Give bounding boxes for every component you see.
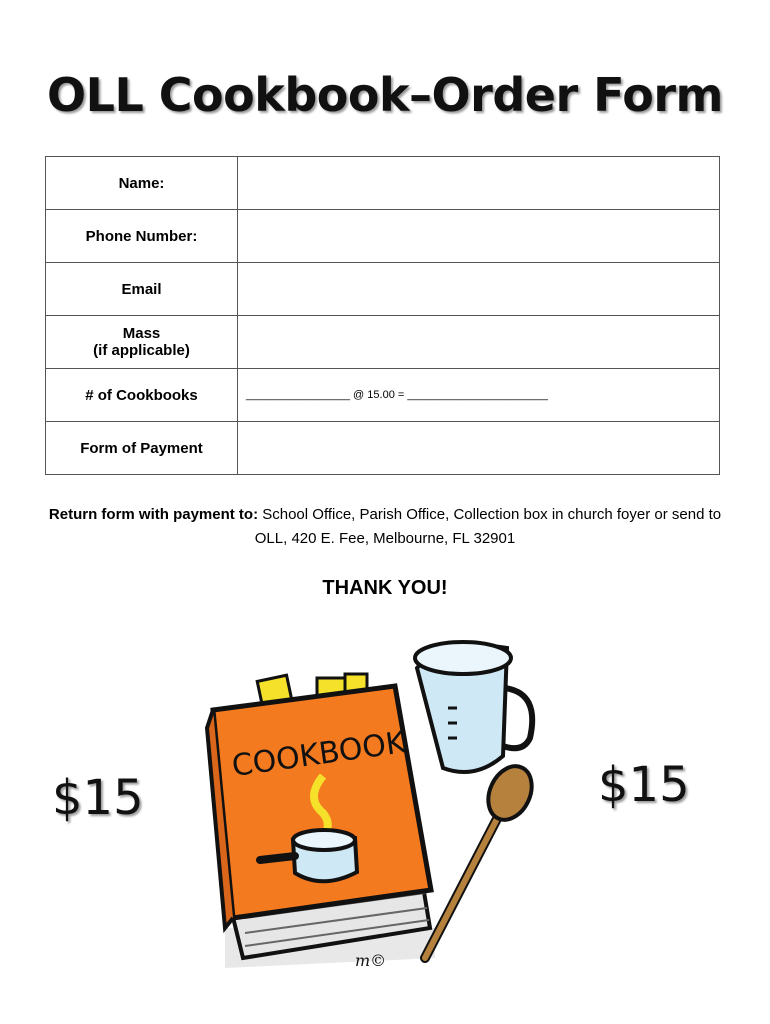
cookbook-illustration: [205, 628, 545, 973]
cookbooks-count-field[interactable]: _________________ @ 15.00 = _______________________: [238, 369, 720, 422]
table-row: [46, 157, 720, 210]
return-text: School Office, Parish Office, Collection box in church foyer or send to OLL, 420 E. Fee, Melbourne, FL 32901: [254, 506, 722, 547]
return-label: Return form with payment to:: [48, 506, 259, 523]
return-instructions: [40, 503, 730, 551]
wooden-spoon-icon: [425, 759, 540, 958]
mass-label-line1: Mass: [122, 325, 161, 342]
email-field[interactable]: [238, 263, 720, 316]
price-left: $15: [52, 770, 144, 826]
mass-label-line2: (if applicable): [93, 342, 190, 359]
name-label: Name:: [46, 157, 238, 210]
cookbooks-count-label: # of Cookbooks: [46, 369, 238, 422]
measuring-cup-icon: [415, 642, 532, 772]
order-form-table: [45, 156, 720, 475]
phone-field[interactable]: [238, 210, 720, 263]
payment-field[interactable]: [238, 422, 720, 475]
email-label: Email: [46, 263, 238, 316]
table-row: [46, 263, 720, 316]
thank-you-text: THANK YOU!: [322, 577, 448, 599]
phone-label: Phone Number:: [46, 210, 238, 263]
name-field[interactable]: [238, 157, 720, 210]
page-title: OLL Cookbook–Order Form: [47, 68, 723, 122]
price-right: $15: [598, 757, 690, 813]
payment-label: Form of Payment: [46, 422, 238, 475]
table-row: [46, 422, 720, 475]
mass-field[interactable]: [238, 316, 720, 369]
table-row: [46, 210, 720, 263]
table-row: [46, 369, 720, 422]
artist-signature: m©: [355, 951, 387, 970]
table-row: [46, 316, 720, 369]
mass-label: [46, 316, 238, 369]
book-title: COOKBOOK: [229, 725, 408, 785]
